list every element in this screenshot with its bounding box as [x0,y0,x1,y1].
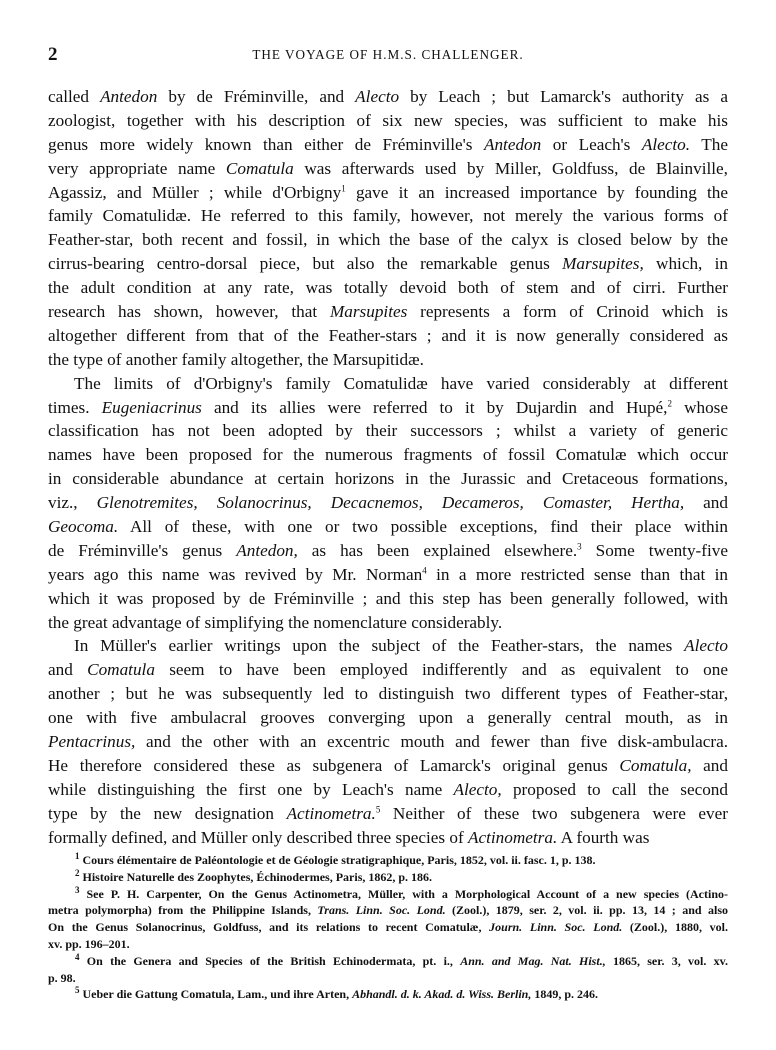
text-segment: in considerable abundance at certain horizons in the Jurassic and Cretaceous formations, [48,469,728,489]
text-segment: (Zool.), 1880, vol. [622,920,728,935]
text-segment: research has shown, however, that [48,302,330,322]
text-segment: zoologist, together with his description of six new species, was sufficient to make his [48,110,728,130]
text-segment: and [691,755,728,775]
text-line [48,682,728,706]
text-segment: Histoire Naturelle des Zoophytes, Échinodermes, Paris, 1862, p. 186. [79,869,433,884]
text-line [48,300,728,324]
text-segment: xv. pp. 196–201. [48,936,130,951]
text-segment: by Leach ; but Lamarck's authority as a [399,87,728,106]
text-segment: gave it an increased importance by founding the [345,182,729,202]
text-segment: as has been explained elsewhere. [297,540,578,560]
text-line [48,778,728,802]
footnote [48,953,728,987]
text-segment: p. 98. [48,970,76,985]
text-segment: The limits of d'Orbigny's family Comatulidæ have varied considerably at different [74,373,728,393]
body-text [48,85,728,850]
text-segment: and its allies were referred to it by Dujardin and Hupé, [201,397,668,417]
text-segment: metra polymorpha) from the Philippine Islands, [48,903,318,918]
italic-text: Marsupites, [562,254,644,274]
text-line [48,181,728,205]
italic-text: Actinometra. [468,827,558,847]
italic-text: Alecto [684,636,728,656]
text-segment: while distinguishing the first one by Leach's name [48,779,454,799]
text-segment: type by the new designation [48,803,287,823]
footnotes [48,852,728,1003]
text-segment: represents a form of Crinoid which is [407,302,728,322]
text-line [48,826,728,850]
text-segment: was afterwards used by Miller, Goldfuss, de Blainville, [293,158,728,178]
text-line [48,611,728,635]
text-segment: the type of another family altogether, the Marsupitidæ. [48,349,424,369]
text-segment: viz., [48,493,97,513]
text-line [48,276,728,300]
text-segment: formally defined, and Müller only described three species of [48,827,468,847]
page-header [48,44,728,66]
text-segment: family Comatulidæ. He referred to this family, however, not merely the various forms of [48,206,728,226]
text-segment: genus more widely known than either de Fréminville's [48,134,484,154]
text-segment: The [690,134,728,154]
text-segment: and [684,493,728,513]
text-line [48,970,728,987]
footnote [48,869,728,886]
text-segment: which it was proposed by de Fréminville ; and this step has been generally followed, with [48,588,728,608]
text-segment: in a more restricted sense than that in [426,564,729,584]
text-line [48,348,728,372]
text-segment: whose [671,397,728,417]
text-segment: the adult condition at any rate, was totally devoid both of stem and of cirri. Further [48,278,728,298]
text-line [48,754,728,778]
text-line [48,396,728,420]
text-segment: Agassiz, and Müller ; while d'Orbigny [48,182,342,202]
paragraph [48,372,728,635]
text-segment: and [48,660,88,680]
text-segment: and the other with an excentric mouth and fewer than five disk-ambulacra. [135,732,728,752]
footnote [48,852,728,869]
footnote-marker: 4 [422,565,427,576]
text-segment: 1849, p. 246. [531,987,599,1002]
italic-text: Alecto. [641,134,691,154]
text-line [48,886,728,903]
text-line [48,919,728,936]
footnote-marker: 2 [75,867,80,878]
italic-text: Ann. and Mag. Nat. Hist., [460,953,606,968]
italic-text: Antedon, [236,540,298,560]
italic-text: Pentacrinus, [48,732,136,752]
italic-text: Eugeniacrinus [101,397,202,417]
italic-text: Actinometra. [286,803,376,823]
italic-text: Antedon [483,134,542,154]
text-segment: names have been proposed for the numerous fragments of fossil Comatulæ which occur [48,445,728,465]
text-line [48,109,728,133]
text-segment: another ; but he was subsequently led to distinguish two different types of Feather-star, [48,684,728,704]
paragraph [48,85,728,372]
text-line [48,228,728,252]
text-line [48,85,728,109]
text-segment: Ueber die Gattung Comatula, Lam., und ihre Arten, [79,987,353,1002]
text-line [48,852,728,869]
page-number: 2 [48,44,58,65]
text-segment: proposed to call the second [501,779,728,799]
text-segment: All of these, with one or two possible exceptions, find their place within [118,517,728,537]
running-head: THE VOYAGE OF H.M.S. CHALLENGER. [252,47,524,62]
text-line [48,324,728,348]
italic-text: Alecto [355,87,400,106]
text-line [48,563,728,587]
text-segment: or Leach's [541,134,642,154]
text-segment: On the Genus Solanocrinus, Goldfuss, and its relations to recent Comatulæ, [48,920,490,935]
text-segment: On the Genera and Species of the British Echinodermata, pt. i., [79,953,461,968]
text-line [48,372,728,396]
text-segment: He therefore considered these as subgenera of Lamarck's original genus [48,755,620,775]
text-segment: de Fréminville's genus [48,540,237,560]
footnote-marker: 2 [667,397,672,408]
footnote-marker: 1 [75,851,80,861]
text-line [48,252,728,276]
text-segment: (Zool.), 1879, ser. 2, vol. ii. pp. 13, 14 ; and also [445,903,729,918]
italic-text: Marsupites [329,302,408,322]
text-line [48,953,728,970]
footnote-marker: 3 [75,884,80,895]
italic-text: Journ. Linn. Soc. Lond. [489,920,623,935]
text-segment: one with five ambulacral grooves converging upon a generally central mouth, as in [48,708,728,728]
text-segment: times. [48,397,102,417]
text-segment: 1865, ser. 3, vol. xv. [605,953,728,968]
text-line [48,204,728,228]
italic-text: Alecto, [453,779,502,799]
footnote-marker: 3 [577,541,582,552]
text-segment: called [48,87,101,106]
italic-text: Abhandl. d. k. Akad. d. Wiss. Berlin, [352,987,532,1002]
text-line [48,443,728,467]
text-segment: In Müller's earlier writings upon the subject of the Feather-stars, the names [74,636,685,656]
text-line [48,658,728,682]
text-segment: See P. H. Carpenter, On the Genus Actinometra, Müller, with a Morphological Account of a new species (Actino- [79,886,728,901]
footnote-marker: 4 [75,951,80,962]
text-segment: by de Fréminville, and [157,87,356,106]
text-segment: altogether different from that of the Feather-stars ; and it is now generally considered as [48,325,728,345]
italic-text: Comatula [225,158,294,178]
text-line [48,491,728,515]
text-line [48,467,728,491]
footnote [48,986,728,1003]
text-segment: which, in [643,254,729,274]
footnote [48,886,728,953]
italic-text: Geocoma. [48,517,119,537]
text-segment: Cours élémentaire de Paléontologie et de Géologie stratigraphique, Paris, 1852, vol. ii. fasc. 1, p. 138. [79,853,596,867]
text-line [48,869,728,886]
text-line [48,730,728,754]
text-line [48,133,728,157]
italic-text: Trans. Linn. Soc. Lond. [317,903,446,918]
text-line [48,515,728,539]
italic-text: Antedon [100,87,158,106]
text-segment: the great advantage of simplifying the nomenclature considerably. [48,612,503,632]
text-segment: very appropriate name [48,158,226,178]
text-segment: years ago this name was revived by Mr. Norman [48,564,423,584]
footnote-marker: 5 [375,803,381,814]
text-line [48,587,728,611]
italic-text: Comatula, [619,755,692,775]
text-segment: A fourth was [557,827,650,847]
text-line [48,419,728,443]
footnote-marker: 5 [75,985,80,996]
paragraph [48,634,728,849]
text-segment: cirrus-bearing centro-dorsal piece, but also the remarkable genus [48,254,563,274]
text-segment: Neither of these two subgenera were ever [380,803,728,823]
text-line [48,706,728,730]
text-line [48,802,728,826]
italic-text: Glenotremites, Solanocrinus, Decacnemos, Decameros, Comaster, Hertha, [96,493,685,513]
text-line [48,634,728,658]
text-line [48,539,728,563]
italic-text: Comatula [87,660,155,680]
text-segment: Some twenty-five [581,540,728,560]
text-segment: classification has not been adopted by their successors ; whilst a variety of generic [48,421,728,441]
text-segment: seem to have been employed indifferently and as equivalent to one [154,660,728,680]
footnote-marker: 1 [341,182,346,193]
text-line [48,986,728,1003]
text-line [48,902,728,919]
text-line [48,157,728,181]
text-segment: Feather-star, both recent and fossil, in which the base of the calyx is closed below by the [48,230,728,250]
text-line [48,936,728,953]
